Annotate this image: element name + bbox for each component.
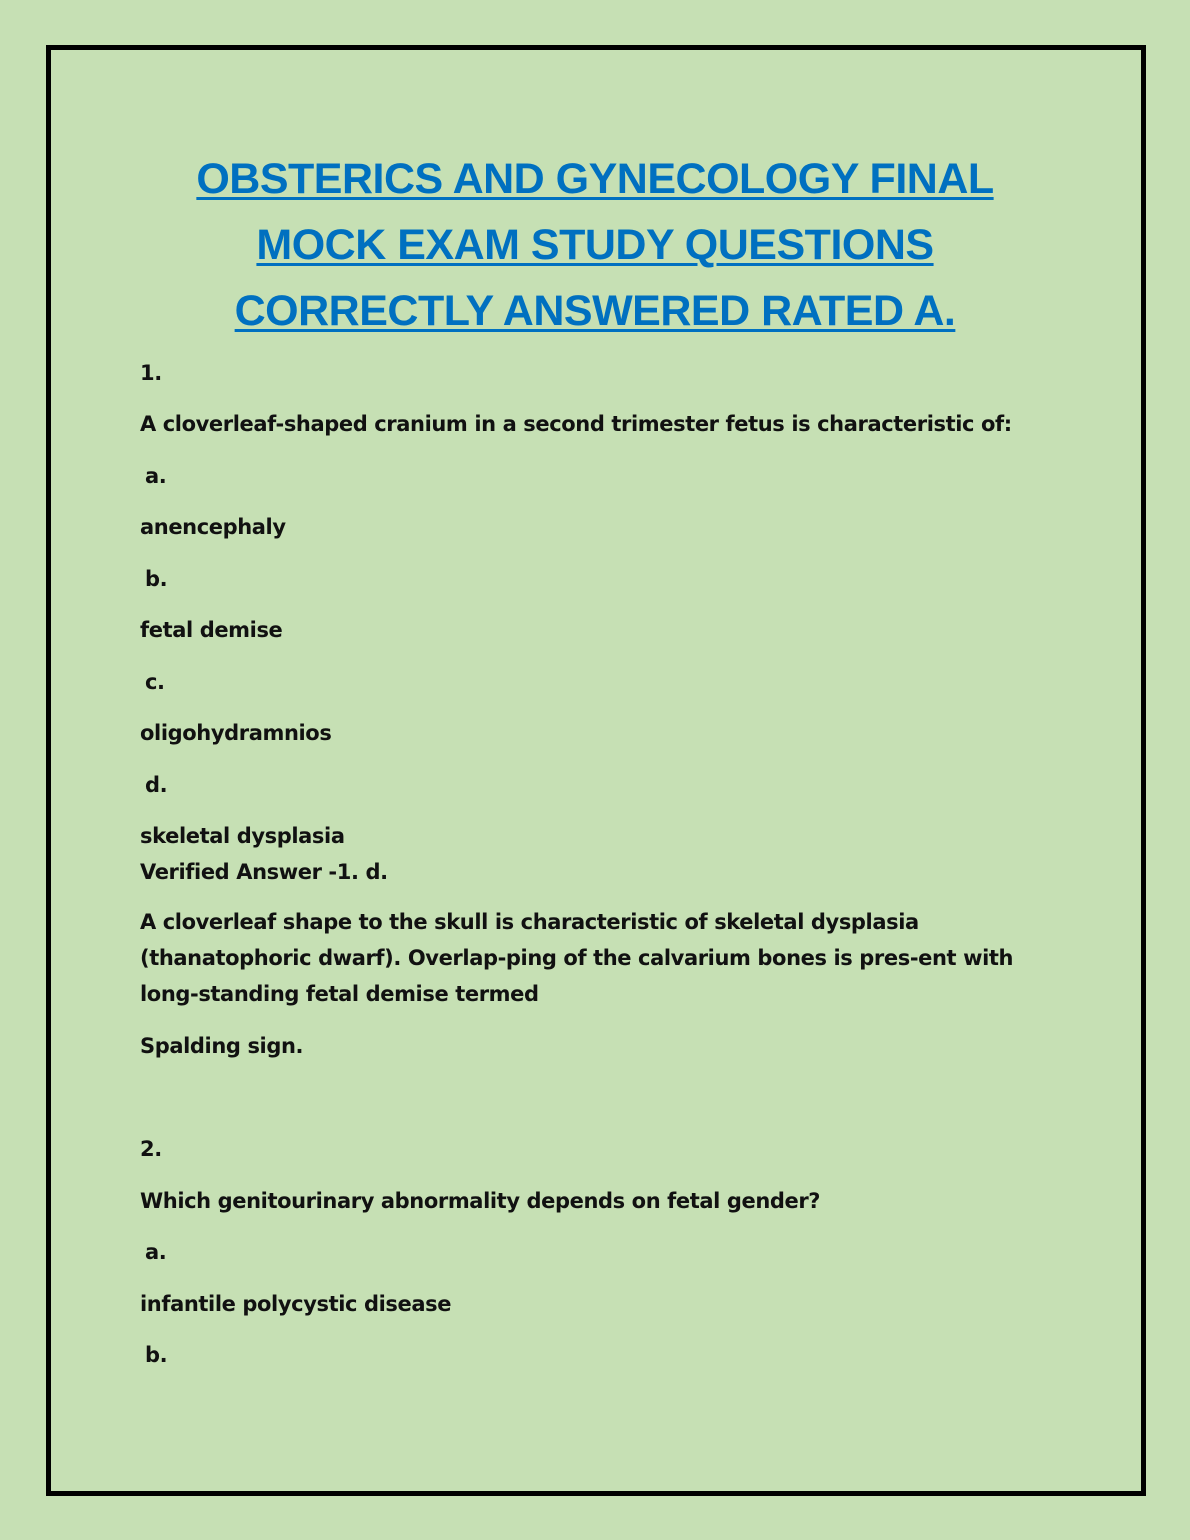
question-1-option-b-letter: b. xyxy=(145,567,168,591)
question-1-option-b-text: fetal demise xyxy=(140,618,283,642)
question-2-option-a-letter: a. xyxy=(145,1240,167,1264)
question-1-text: A cloverleaf-shaped cranium in a second trimester fetus is characteristic of: xyxy=(140,412,1012,436)
question-1-option-a-letter: a. xyxy=(145,464,167,488)
question-2-number: 2. xyxy=(140,1137,162,1161)
question-1-option-d-letter: d. xyxy=(145,773,168,797)
question-1-option-c-text: oligohydramnios xyxy=(140,721,332,745)
question-1-explanation-end: Spalding sign. xyxy=(140,1034,304,1058)
question-1-option-a-text: anencephaly xyxy=(140,515,286,539)
title-line-2: MOCK EXAM STUDY QUESTIONS xyxy=(256,221,934,269)
question-2-option-b-letter: b. xyxy=(145,1343,168,1367)
question-2-text: Which genitourinary abnormality depends on fetal gender? xyxy=(140,1189,821,1213)
question-1-option-d-text: skeletal dysplasia xyxy=(140,824,345,848)
question-2-option-a-text: infantile polycystic disease xyxy=(140,1292,452,1316)
question-1-explanation: A cloverleaf shape to the skull is characteristic of skeletal dysplasia (thanatophoric dwarf). Overlap-ping of the calvarium bones is pres-ent with long-standing fetal demise termed xyxy=(140,910,1014,1006)
title-line-1: OBSTERICS AND GYNECOLOGY FINAL xyxy=(196,155,994,203)
question-1-verified-answer: Verified Answer -1. d. xyxy=(140,860,388,884)
page-title xyxy=(0,146,1190,344)
question-1-option-c-letter: c. xyxy=(145,670,165,694)
title-line-3: CORRECTLY ANSWERED RATED A. xyxy=(234,287,956,335)
question-1-number: 1. xyxy=(140,361,162,385)
